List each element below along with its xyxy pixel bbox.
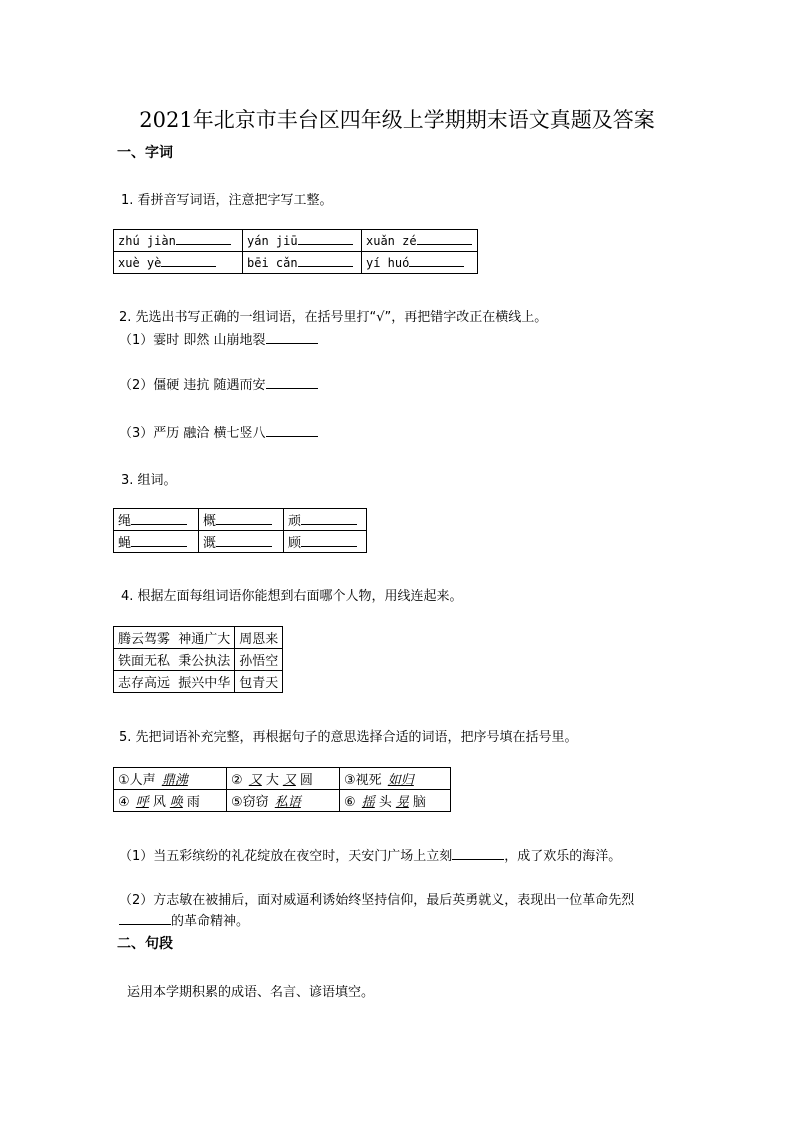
filled-answer: 唤 (169, 795, 183, 810)
q2-item: （1）霎时 即然 山崩地裂 (119, 329, 318, 348)
table-row (114, 252, 478, 274)
filled-answer: 又 (248, 773, 262, 788)
q4-prompt: 4. 根据左面每组词语你能想到右面哪个人物，用线连起来。 (121, 589, 463, 604)
filled-answer: 摇 (361, 795, 375, 810)
q5-sentence-2-cont: 的革命精神。 (119, 910, 249, 929)
table-row (114, 790, 451, 812)
idiom-label: ⑥ (344, 795, 360, 810)
idiom-char: 头 (378, 795, 392, 810)
filled-answer: 呼 (135, 795, 149, 810)
idiom-label: ③视死 (344, 773, 386, 788)
q3-word-table (113, 508, 367, 553)
filled-answer: 如归 (387, 773, 414, 788)
idiom-cell[interactable]: 铁面无私 秉公执法 (114, 649, 235, 671)
pinyin-cell[interactable]: yí huó (362, 252, 478, 274)
pinyin-cell[interactable]: bēi cǎn (243, 252, 362, 274)
table-row (114, 627, 283, 649)
idiom-cell[interactable]: 志存高远 振兴中华 (114, 671, 235, 693)
pinyin-cell[interactable]: xuè yè (114, 252, 243, 274)
section-1-heading: 一、字词 (117, 145, 173, 161)
table-row (114, 230, 478, 252)
idiom-cell[interactable]: 腾云驾雾 神通广大 (114, 627, 235, 649)
q1-prompt: 1. 看拼音写词语，注意把字写工整。 (121, 193, 333, 208)
word-cell[interactable]: 绳 (114, 509, 199, 531)
filled-answer: 晃 (395, 795, 409, 810)
q1-pinyin-table (113, 229, 478, 274)
idiom-char: 风 (152, 795, 166, 810)
idiom-label: ①人声 (118, 773, 160, 788)
q4-matching-table (113, 626, 283, 693)
pinyin-cell[interactable]: zhú jiàn (114, 230, 243, 252)
idiom-char: 大 (265, 773, 279, 788)
page-title: 2021年北京市丰台区四年级上学期期末语文真题及答案 (139, 108, 655, 132)
word-cell[interactable]: 概 (199, 509, 284, 531)
filled-answer: 鼎沸 (161, 773, 188, 788)
idiom-fill-cell[interactable] (340, 768, 451, 790)
q2-item: （2）僵硬 违抗 随遇而安 (119, 374, 318, 393)
filled-answer: 又 (282, 773, 296, 788)
idiom-fill-cell[interactable] (227, 790, 340, 812)
idiom-fill-cell[interactable] (114, 768, 227, 790)
word-cell[interactable]: 顽 (284, 509, 367, 531)
person-cell[interactable]: 周恩来 (235, 627, 283, 649)
answer-blank[interactable] (266, 376, 318, 389)
q3-prompt: 3. 组词。 (121, 473, 177, 488)
table-row (114, 768, 451, 790)
word-cell[interactable]: 溉 (199, 531, 284, 553)
section-2-prompt: 运用本学期积累的成语、名言、谚语填空。 (127, 985, 375, 1000)
answer-blank[interactable] (266, 331, 318, 344)
table-row (114, 671, 283, 693)
q5-sentence-1: （1）当五彩缤纷的礼花绽放在夜空时，天安门广场上立刻 ，成了欢乐的海洋。 (119, 849, 622, 864)
q2-prompt: 2. 先选出书写正确的一组词语，在括号里打“√”，再把错字改正在横线上。 (119, 310, 548, 325)
idiom-label: ⑤窃窃 (231, 795, 273, 810)
q5-prompt: 5. 先把词语补充完整，再根据句子的意思选择合适的词语，把序号填在括号里。 (119, 730, 578, 745)
answer-blank[interactable] (119, 912, 171, 925)
table-row (114, 531, 367, 553)
idiom-fill-cell[interactable] (340, 790, 451, 812)
word-cell[interactable]: 顾 (284, 531, 367, 553)
idiom-label: ② (231, 773, 247, 788)
filled-answer: 私语 (274, 795, 301, 810)
person-cell[interactable]: 包青天 (235, 671, 283, 693)
person-cell[interactable]: 孙悟空 (235, 649, 283, 671)
q2-item: （3）严历 融洽 横七竖八 (119, 422, 318, 441)
section-2-heading: 二、句段 (117, 936, 173, 952)
pinyin-cell[interactable]: xuǎn zé (362, 230, 478, 252)
answer-blank[interactable] (452, 847, 504, 860)
pinyin-cell[interactable]: yán jiū (243, 230, 362, 252)
table-row (114, 509, 367, 531)
table-row (114, 649, 283, 671)
idiom-fill-cell[interactable] (114, 790, 227, 812)
idiom-fill-cell[interactable] (227, 768, 340, 790)
idiom-char: 脑 (412, 795, 426, 810)
q5-sentence-2: （2）方志敏在被捕后，面对威逼利诱始终坚持信仰，最后英勇就义，表现出一位革命先烈 (119, 893, 635, 908)
word-cell[interactable]: 蝇 (114, 531, 199, 553)
idiom-char: 圆 (299, 773, 313, 788)
q5-idiom-table (113, 767, 451, 812)
answer-blank[interactable] (266, 424, 318, 437)
idiom-label: ④ (118, 795, 134, 810)
idiom-char: 雨 (186, 795, 200, 810)
